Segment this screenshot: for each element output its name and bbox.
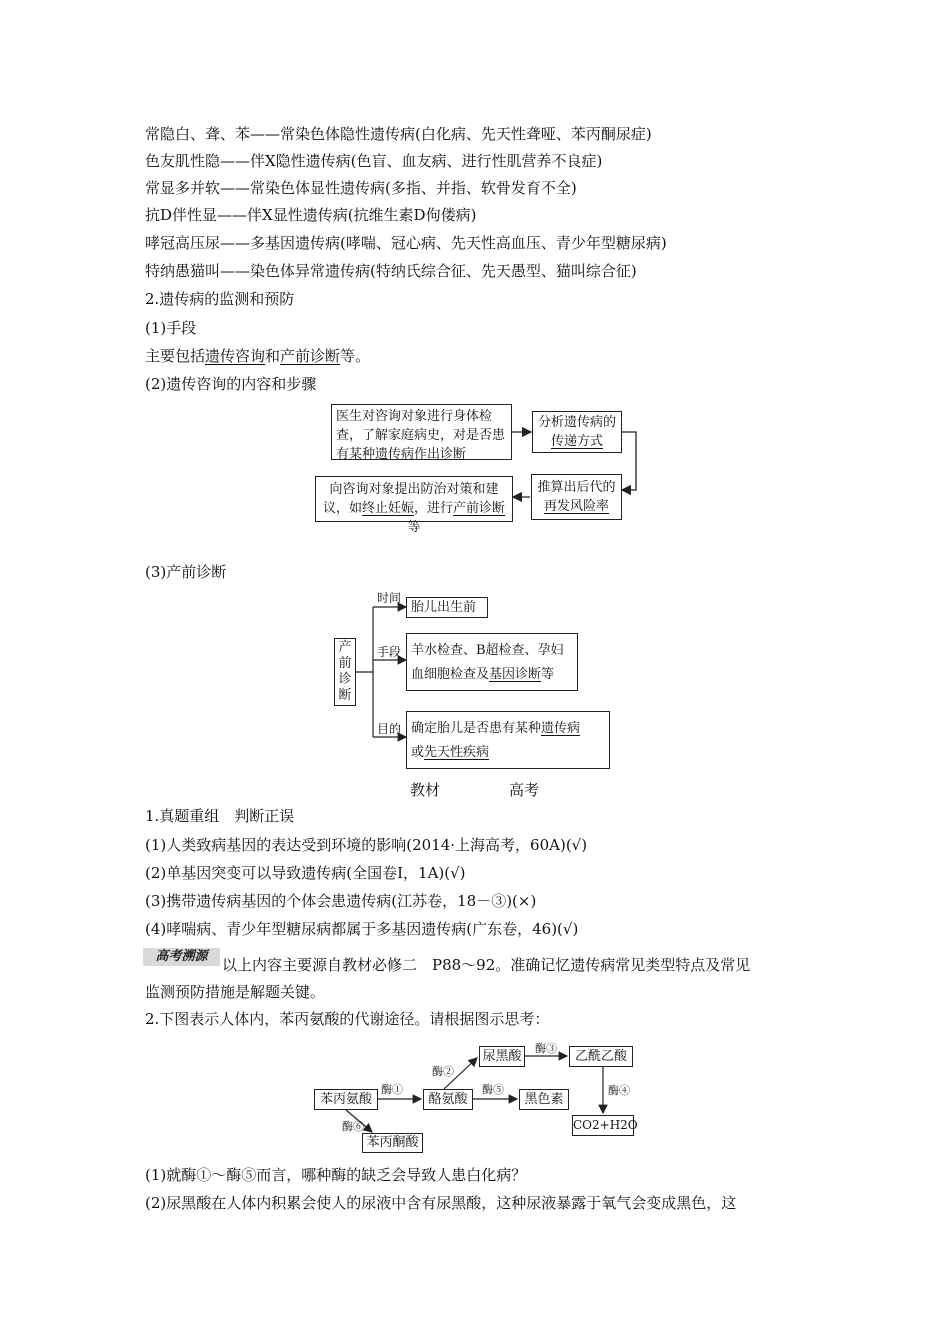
enzyme-label: 酶④ (608, 1084, 630, 1097)
node-homogentisic-acid: 尿黑酸 (479, 1046, 525, 1067)
label-time: 时间 (377, 591, 402, 605)
node-tyrosine: 酪氨酸 (423, 1089, 473, 1110)
flow-step-exam: 医生对咨询对象进行身体检查，了解家庭病史，对是否患有某种遗传病作出诊断 (331, 404, 512, 460)
judge-item: (3)携带遗传病基因的个体会患遗传病(江苏卷，18－③)(×) (145, 892, 537, 910)
prenatal-root-box: 产前诊断 (334, 638, 356, 706)
mnemonic-line: 色友肌性隐——伴X隐性遗传病(色盲、血友病、进行性肌营养不良症) (145, 152, 603, 170)
node-acetoacetic-acid: 乙酰乙酸 (569, 1046, 633, 1067)
prenatal-purpose-box: 确定胎儿是否患有某种遗传病 或先天性疾病 (406, 711, 610, 769)
question-heading: 1.真题重组 判断正误 (145, 807, 295, 825)
node-co2-h2o: CO2+H2O (572, 1115, 634, 1136)
flow-step-calculate: 推算出后代的 再发风险率 (531, 474, 622, 520)
judge-item: (2)单基因突变可以导致遗传病(全国卷Ⅰ，1A)(√) (145, 864, 466, 882)
node-phenylpyruvic-acid: 苯丙酮酸 (362, 1133, 423, 1153)
source-text: 以上内容主要源自教材必修二 P88～92。准确记忆遗传病常见类型特点及常见 (222, 956, 751, 974)
enzyme-label: 酶① (381, 1083, 403, 1096)
subsection-heading: (3)产前诊断 (145, 563, 227, 581)
judge-item: (1)人类致病基因的表达受到环境的影响(2014·上海高考，60A)(√) (145, 836, 588, 854)
mnemonic-line: 常隐白、聋、苯——常染色体隐性遗传病(白化病、先天性聋哑、苯丙酮尿症) (145, 125, 652, 143)
enzyme-label: 酶③ (535, 1042, 557, 1055)
mnemonic-line: 特纳愚猫叫——染色体异常遗传病(特纳氏综合征、先天愚型、猫叫综合征) (145, 262, 637, 280)
enzyme-label: 酶⑥ (342, 1120, 364, 1133)
mnemonic-line: 哮冠高压尿——多基因遗传病(哮喘、冠心病、先天性高血压、青少年型糖尿病) (145, 234, 667, 252)
subsection-heading: (1)手段 (145, 319, 197, 337)
sub-question: (1)就酶①～酶⑤而言，哪种酶的缺乏会导致人患白化病？ (145, 1166, 527, 1184)
node-melanin: 黑色素 (519, 1089, 569, 1110)
flow-step-advise: 向咨询对象提出防治对策和建议，如终止妊娠，进行产前诊断等 (315, 476, 513, 522)
judge-item: (4)哮喘病、青少年型糖尿病都属于多基因遗传病(广东卷，46)(√) (145, 920, 579, 938)
enzyme-label: 酶⑤ (482, 1083, 504, 1096)
label-purpose: 目的 (377, 722, 402, 736)
section-heading: 2.遗传病的监测和预防 (145, 290, 295, 308)
question-heading: 2.下图表示人体内，苯丙氨酸的代谢途径。请根据图示思考： (145, 1010, 550, 1028)
center-label-textbook: 教材 (410, 781, 441, 799)
center-label-exam: 高考 (509, 781, 540, 799)
flow-step-analyze: 分析遗传病的 传递方式 (532, 411, 622, 453)
mnemonic-line: 常显多并软——常染色体显性遗传病(多指、并指、软骨发育不全) (145, 179, 577, 197)
prenatal-means-box: 羊水检查、B超检查、孕妇 血细胞检查及基因诊断等 (406, 633, 578, 691)
label-means: 手段 (377, 645, 402, 659)
prenatal-time-box: 胎儿出生前 (406, 597, 488, 618)
source-text: 监测预防措施是解题关键。 (145, 983, 326, 1001)
source-tag-badge: 高考溯源 (143, 948, 220, 966)
enzyme-label: 酶② (432, 1065, 454, 1078)
means-sentence: 主要包括遗传咨询和产前诊断等。 (145, 347, 371, 365)
subsection-heading: (2)遗传咨询的内容和步骤 (145, 375, 317, 393)
node-phenylalanine: 苯丙氨酸 (314, 1089, 378, 1110)
sub-question: (2)尿黑酸在人体内积累会使人的尿液中含有尿黑酸，这种尿液暴露于氧气会变成黑色，这 (145, 1194, 737, 1212)
mnemonic-line: 抗D伴性显——伴X显性遗传病(抗维生素D佝偻病) (145, 206, 477, 224)
